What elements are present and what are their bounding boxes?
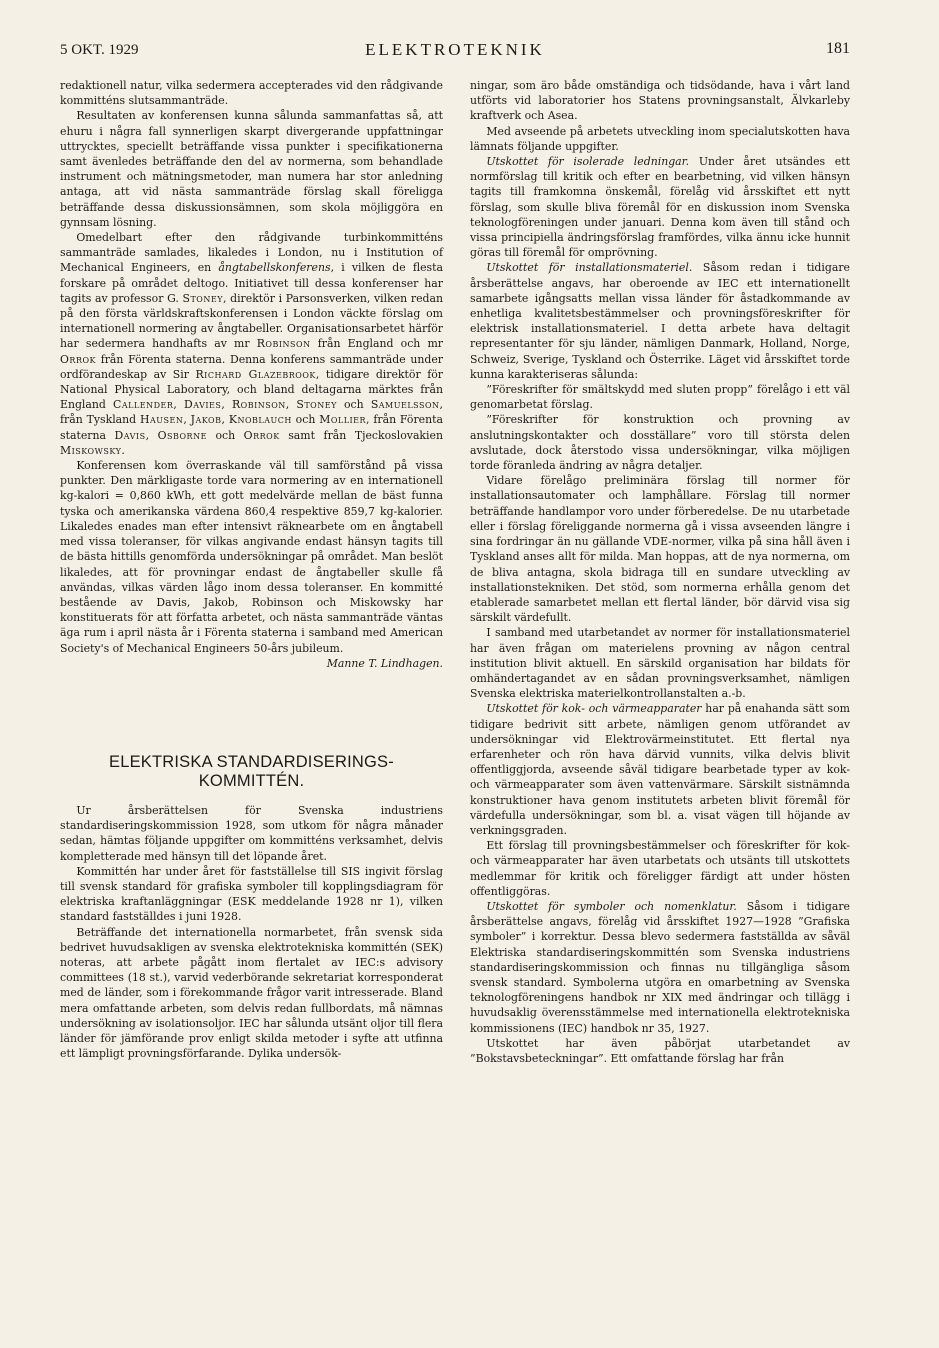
person-name: Hausen <box>140 413 184 427</box>
paragraph: Utskottet för symboler och nomenklatur. Såsom i tidigare årsberättelse angavs, förelåg vid årsskiftet 1927—1928 ”Grafiska symboler” i korrektur. Dessa blevo sedermera fastställda av såväl Elektriska standardiseringskommittén som Svenska industriens standardiseringskommission och finnas nu tillgängliga såsom svensk standard. Symbolerna utgöra en omarbetning av Svenska teknologföreningens handbok nr XIX med ändringar och tillägg i huvudsaklig överensstämmelse med internationella elektrotekniska kommissionens (IEC) handbok nr 35, 1927. <box>470 899 850 1035</box>
paragraph: Med avseende på arbetets utveckling inom specialutskotten hava lämnats följande uppgifter. <box>470 124 850 153</box>
person-name: Stoney <box>182 291 223 305</box>
person-name: Callender <box>113 398 174 412</box>
running-header <box>60 38 850 64</box>
person-name: Knoblauch <box>228 413 292 427</box>
journal-title: ELEKTROTEKNIK <box>365 40 545 59</box>
person-name: Robinson <box>256 337 311 351</box>
person-name: Stoney <box>296 398 337 412</box>
subsection-title: Utskottet för symboler och nomenklatur. <box>486 899 737 913</box>
emphasis: ångtabellskonferens <box>218 261 331 275</box>
paragraph: I samband med utarbetandet av normer för installationsmateriel har även frågan om materielens provning av någon central institution blivit aktuell. En särskild organisation har bildats för omhändertagandet av en sådan provningsverksamhet, nämligen Svenska elektriska materielkontrollanstalten a.-b. <box>470 626 850 701</box>
paragraph: Ur årsberättelsen för Svenska industriens standardiseringskommission 1928, som utkom för några månader sedan, hämtas följande uppgifter om kommitténs verksamhet, delvis kompletterade med hänsyn till det löpande året. <box>60 803 443 863</box>
paragraph: Utskottet för kok- och värmeapparater har på enahanda sätt som tidigare bedrivit sitt arbete, nämligen genom utförandet av undersökningar vid Elektrovärmeinstitutet. Ett flertal nya erfarenheter och rön hava därvid vunnits, vilka delvis blivit offentliggjorda, avseende såväl tidigare bearbetade typer av kok- och värmeapparater som även vattenvärmare. Särskilt sistnämnda konstruktioner hava genom institutets arbeten blivit föremål för värdefulla undersökningar, som bl. a. visat vägen till höjande av verkningsgraden. <box>470 702 850 837</box>
author-signature: Manne T. Lindhagen. <box>326 656 443 670</box>
person-name: Robinson <box>231 398 286 412</box>
section-heading: ELEKTRISKA STANDARDISERINGS- KOMMITTÉN. <box>109 752 394 790</box>
paragraph: Kommittén har under året för fastställelse till SIS ingivit förslag till svensk standard för grafiska symboler till kopplingsdiagram för elektriska kraftanläggningar (ESK meddelande 1928 nr 1), vilken standard fastställdes i juni 1928. <box>60 864 443 924</box>
page-number: 181 <box>826 40 850 57</box>
person-name: Osborne <box>157 428 207 442</box>
person-name: Orrok <box>243 428 280 442</box>
paragraph: Omedelbart efter den rådgivande turbinkommitténs sammanträde samlades, likaledes i London, nu i Institution of Mechanical Engineers, en ångtabellskonferens, i vilken de flesta forskare på området deltogo. Initiativet till dessa konferenser har tagits av professor G. Stoney, direktör i Parsonsverken, vilken redan på den första världskraftskonferensen i London väckte förslag om internationell normering av ångtabeller. Organisationsarbetet härför har sedermera handhafts av mr Robinson från England och mr Orrok från Förenta staterna. Denna konferens sammanträde under ordförandeskap av Sir Richard Glazebrook, tidigare direktör för National Physical Laboratory, och bland deltagarna märktes från England Callender, Davies, Robinson, Stoney och Samuelsson, från Tyskland Hausen, Jakob, Knoblauch och Mollier, från Förenta staterna Davis, Osborne och Orrok samt från Tjeckoslovakien Miskowsky. <box>60 231 443 457</box>
subsection-title: Utskottet för isolerade ledningar. <box>486 155 690 169</box>
paragraph: ”Föreskrifter för smältskydd med sluten propp” förelågo i ett väl genomarbetat förslag. <box>470 383 850 412</box>
paragraph: Resultaten av konferensen kunna sålunda sammanfattas så, att ehuru i några fall synnerligen skarpt divergerande uppfattningar uttrycktes, speciellt beträffande vissa punkter i specifikationerna samt ävenledes beträffande den del av normerna, som behandlade instrument och mätningsmetoder, man numera har stor anledning antaga, att vid nästa sammanträde förslag skall föreligga beträffande dessa diskussionsämnen, som skola möjliggöra en gynnsam lösning. <box>60 109 443 229</box>
person-name: Davies <box>183 398 222 412</box>
paragraph: Ett förslag till provningsbestämmelser och föreskrifter för kok- och värmeapparater har även utarbetats och utsänts till utskottets medlemmar för kritik och föreligger färdigt att under hösten offentliggöras. <box>470 839 850 898</box>
paragraph: Konferensen kom överraskande väl till samförstånd på vissa punkter. Den märkligaste torde vara normering av en internationell kg-kalori = 0,860 kWh, ett gott medelvärde mellan de bäst funna tyska och amerikanska värdena 860,4 respektive 859,7 kg-kalorier. Likaledes enades man efter intensivt räknearbete om en ångtabell med vissa toleranser, för vilkas angivande endast hänsyn tagits till de bästa hittills genomförda undersökningar på området. Man beslöt likaledes, att för provningar endast de ångtabeller skulle få användas, vilkas värden lågo inom dessa toleranser. En kommitté bestående av Davis, Jakob, Robinson och Miskowsky har konstituerats för att författa arbetet, och nästa sammanträde väntas äga rum i april nästa år i Förenta staterna i samband med American Society's of Mechanical Engineers 50-års jubileum. <box>60 459 443 655</box>
person-name: Orrok <box>60 352 97 366</box>
person-name: Mollier <box>319 413 367 427</box>
subsection-title: Utskottet för kok- och värmeapparater <box>486 702 702 716</box>
paragraph: Utskottet har även påbörjat utarbetandet av ”Bokstavsbeteckningar”. Ett omfattande förslag har från <box>470 1036 850 1065</box>
paragraph: Vidare förelågo preliminära förslag till normer för installationsautomater och lamphållare. Förslag till normer beträffande handlampor voro under förberedelse. De nu utarbetade eller i förslag föreliggande normerna gå i vissa avseenden längre i sina fordringar än nu gällande VDE-normer, vilka på sina håll även i Tyskland anses allt för milda. Man hoppas, att de nya normerna, om de bliva antagna, skola bidraga till en sundare utveckling av installationstekniken. Det stöd, som normerna erhålla genom det etablerade samarbetet mellan ett flertal länder, bör därvid visa sig särskilt värdefullt. <box>470 474 850 625</box>
person-name: Miskowsky <box>60 443 122 457</box>
person-name: Jakob <box>190 413 222 427</box>
issue-date: 5 OKT. 1929 <box>60 42 139 58</box>
right-column <box>470 78 850 1066</box>
paragraph: ”Föreskrifter för konstruktion och provning av anslutningskontakter och dosställare” voro till största delen avslutade, dock återstodo vissa undersökningar, vilka möjligen torde föranleda ändring av några detaljer. <box>470 413 850 473</box>
paragraph: redaktionell natur, vilka sedermera accepterades vid den rådgivande kommitténs slutsammanträde. <box>60 79 443 108</box>
subsection-title: Utskottet för installationsmateriel. <box>486 261 693 275</box>
left-column <box>60 78 443 1061</box>
person-name: Davis <box>114 428 146 442</box>
person-name: Samuelsson <box>370 398 440 412</box>
paragraph: ningar, som äro både omständiga och tidsödande, hava i vårt land utförts vid laboratorier hos Statens provningsanstalt, Älvkarleby kraftverk och Asea. <box>470 79 850 123</box>
paragraph: Utskottet för isolerade ledningar. Under året utsändes ett normförslag till kritik och efter en bearbetning, vid vilken hänsyn tagits till framkomna önskemål, förelåg vid årsskiftet ett nytt förslag, som skulle bliva föremål för en diskussion inom Svenska teknologföreningen under januari. Denna kom även till stånd och vissa principiella ändringsförslag framfördes, vilka ännu icke hunnit göras till föremål för omprövning. <box>470 155 851 260</box>
paragraph: Utskottet för installationsmateriel. Såsom redan i tidigare årsberättelse angavs, har oberoende av IEC ett internationellt samarbete igångsatts mellan vissa länder för åstadkommande av enhetliga kvalitetsbestämmelser och provningsföreskrifter för elektrisk installationsmateriel. I detta arbete hava deltagit representanter för sju länder, nämligen Danmark, Holland, Norge, Schweiz, Sverige, Tyskland och Österrike. Läget vid årsskiftet torde kunna karakteriseras sålunda: <box>470 261 850 381</box>
person-name: Richard Glazebrook <box>195 367 316 381</box>
paragraph: Beträffande det internationella normarbetet, från svensk sida bedrivet huvudsakligen av svenska elektrotekniska kommittén (SEK) noteras, att arbete pågått inom flertalet av IEC:s advisory committees (18 st.), varvid vederbörande sekretariat korresponderat med de länder, som i förekommande frågor varit intresserade. Bland mera omfattande arbeten, som delvis redan fullbordats, må nämnas undersökning av isolationsoljor. IEC har sålunda utsänt oljor till flera länder för jämförande prov enligt skilda metoder i syfte att utfinna ett lämpligt provningsförfarande. Dylika undersök- <box>60 925 443 1061</box>
